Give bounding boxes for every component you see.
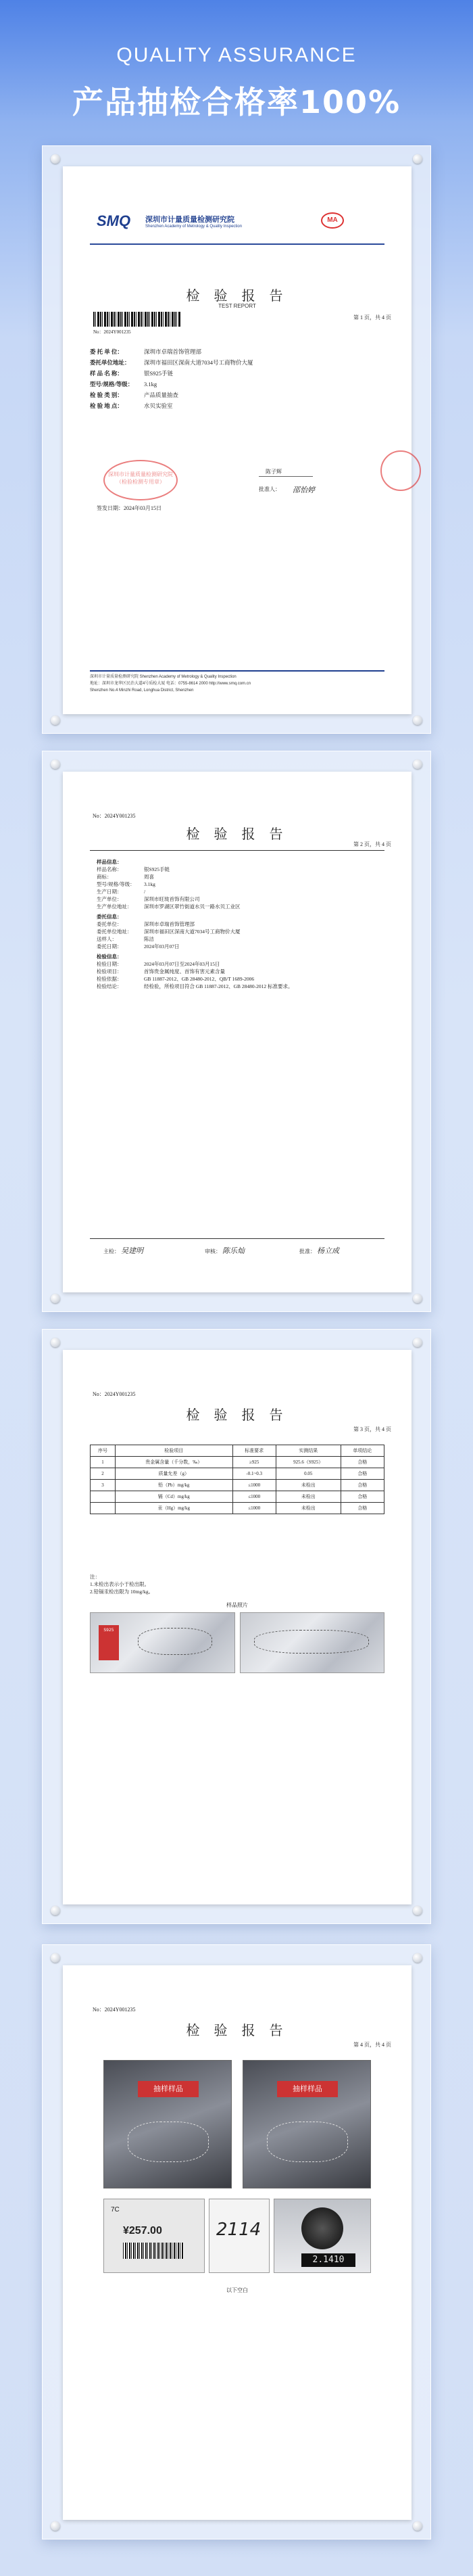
sign-reviewer: 审核： 陈乐灿 xyxy=(205,1247,245,1255)
sample-tag-icon: S925 xyxy=(99,1625,119,1660)
pin-icon xyxy=(51,1953,60,1963)
info-row: 委托单位地址： 深圳市福田区深南大道7034号工商物价大厦 xyxy=(90,359,253,366)
pin-icon xyxy=(413,1294,422,1303)
end-marker: 以下空白 xyxy=(226,2287,248,2293)
approver-label: 批准人： xyxy=(259,486,280,492)
smq-logo: SMQ xyxy=(97,212,131,229)
sample-label: 抽样样品 xyxy=(277,2081,338,2097)
institute-header xyxy=(90,204,384,245)
report-frame-1 xyxy=(42,145,431,734)
sample-label: 抽样样品 xyxy=(138,2081,199,2097)
divider xyxy=(90,1238,384,1239)
signature-line xyxy=(259,476,313,477)
issue-date: 签发日期：2024年03月15日 xyxy=(97,505,161,511)
pin-icon xyxy=(51,1338,60,1347)
scale-pan-icon xyxy=(301,2207,343,2249)
institute-name-en: Shenzhen Academy of Metrology & Quality Inspection xyxy=(145,225,243,229)
report-page-2 xyxy=(63,772,412,1292)
report-page-3 xyxy=(63,1350,412,1904)
bracelet-icon xyxy=(128,2122,209,2162)
tag-price: ¥257.00 xyxy=(123,2225,162,2237)
page-header xyxy=(0,0,473,145)
report-number: No：2024Y001235 xyxy=(93,329,131,335)
pin-icon xyxy=(413,1953,422,1963)
table-row: 汞（Hg）mg/kg ≤1000 未检出 合格 xyxy=(91,1503,384,1514)
barcode-icon xyxy=(123,2243,184,2259)
table-row: 2 质量允差（g） -0.1~0.3 0.05 合格 xyxy=(91,1468,384,1480)
page-number: 第 4 页，共 4 页 xyxy=(353,2042,391,2048)
quality-title: 产品抽检合格率100% xyxy=(72,84,401,120)
sample-bag-photo xyxy=(103,2060,232,2188)
page-number: 第 1 页，共 4 页 xyxy=(353,314,391,321)
approval-block xyxy=(90,464,384,511)
report-title: 检 验 报 告 xyxy=(186,827,289,842)
pin-icon xyxy=(413,154,422,164)
pin-icon xyxy=(51,759,60,769)
report-frame-2 xyxy=(42,751,431,1312)
pin-icon xyxy=(51,1294,60,1303)
page-number: 第 2 页，共 4 页 xyxy=(353,841,391,847)
handwritten-note: 2114 xyxy=(209,2199,270,2273)
institute-name: 深圳市计量质量检测研究院 xyxy=(145,215,234,224)
report-number: No：2024Y001235 xyxy=(93,1391,136,1397)
sample-photo xyxy=(240,1612,384,1673)
info-row: 样 品 名 称： 银S925手链 xyxy=(90,370,173,377)
table-notes: 注： 1.未检出表示小于检出限。 2.铅镉汞检出限为 10mg/kg。 xyxy=(90,1574,154,1595)
results-table xyxy=(90,1445,384,1514)
tag-code: 7C xyxy=(111,2206,120,2214)
report-title: 检 验 报 告 xyxy=(186,2023,289,2038)
divider xyxy=(90,850,384,851)
red-seal-icon xyxy=(380,450,421,491)
bracelet-icon xyxy=(254,1630,369,1654)
price-tag-photo xyxy=(103,2199,205,2273)
pin-icon xyxy=(413,1906,422,1915)
table-row: 镉（Cd）mg/kg ≤1000 未检出 合格 xyxy=(91,1491,384,1503)
scale-photo xyxy=(274,2199,371,2273)
report-title: 检 验 报 告 xyxy=(186,289,289,304)
report-frame-4 xyxy=(42,1944,431,2539)
page-number: 第 3 页，共 4 页 xyxy=(353,1426,391,1432)
sample-photo xyxy=(90,1612,235,1673)
bracelet-icon xyxy=(267,2122,348,2162)
pin-icon xyxy=(413,1338,422,1347)
quality-subtitle: QUALITY ASSURANCE xyxy=(116,44,357,66)
table-header: 序号 检验项目 标准要求 实测结果 单项结论 xyxy=(91,1445,384,1457)
sample-bag-photo xyxy=(243,2060,371,2188)
pin-icon xyxy=(51,154,60,164)
table-row: 3 铅（Pb）mg/kg ≤1000 未检出 合格 xyxy=(91,1480,384,1491)
sign-approver: 批准： 杨立成 xyxy=(299,1247,339,1255)
info-row: 检 验 地 点： 水贝实验室 xyxy=(90,402,173,409)
pin-icon xyxy=(51,1906,60,1915)
seal-name: 陈子辉 xyxy=(266,469,282,475)
bracelet-icon xyxy=(138,1628,212,1655)
report-number: No：2024Y001235 xyxy=(93,2007,136,2013)
barcode-icon xyxy=(93,312,181,327)
info-row: 型号/规格/等级： 3.1kg xyxy=(90,381,157,388)
sample-info: 样品信息： 样品名称： 银S925手链 商标： 周喜 型号/规格/等级： 3.1kg 生产日期： / 生产单位： 深圳市旺珑首饰有限公司 生产单位地址： 深圳市罗湖区翠竹街道水贝一路水贝工业区 委托信息： 委托单位： 深圳市卓瑞首饰管理部 委托单位地址： 深圳市福田区深南大道7034号工商物价大厦 送样人： 陈洁 委托日期： 2024年03月07日 检验信息： 检验日期： 2024年03月07日至2024年03月15日 检验项目： 首饰贵金属纯度、首饰有害元素含量 检验依据： GB 11887-2012、GB 28480-2012、QB/T 1689-2006 检验结论： 经检验，所检项目符合 GB 11887-2012、GB 28480-2012 标准要求。 xyxy=(97,859,293,989)
pin-icon xyxy=(413,759,422,769)
report-frame-3 xyxy=(42,1329,431,1924)
pin-icon xyxy=(413,2521,422,2531)
pin-icon xyxy=(51,2521,60,2531)
report-footer: 深圳市计量质量检测研究院 Shenzhen Academy of Metrology & Quality Inspection 地址：深圳市龙华区民治大道4号质检大厦 电话：0755-8614 2000 http://www.smq.com.cn Shenzhen No.4 Minzhi Road, Longhua District, Shenzhen xyxy=(90,670,384,694)
report-title: 检 验 报 告 xyxy=(186,1408,289,1423)
report-page-1 xyxy=(63,166,412,714)
sign-inspector: 主检： 吴建明 xyxy=(103,1247,143,1255)
info-row: 检 验 类 别： 产品质量抽查 xyxy=(90,392,179,398)
info-row: 委 托 单 位： 深圳市卓瑞首饰管理部 xyxy=(90,348,202,355)
pin-icon xyxy=(51,716,60,725)
report-number: No：2024Y001235 xyxy=(93,813,136,819)
scale-reading: 2.1410 xyxy=(301,2253,355,2267)
table-row: 1 贵金属含量（千分数，‰） ≥925 925.6（S925） 合格 xyxy=(91,1457,384,1468)
pin-icon xyxy=(413,716,422,725)
cma-mark-icon: MA xyxy=(321,212,344,229)
inspection-seal-icon: 深圳市计量质量检测研究院（检验检测专用章） xyxy=(103,460,178,500)
report-title-en: TEST REPORT xyxy=(218,303,256,309)
report-page-4 xyxy=(63,1965,412,2520)
photo-caption: 样品照片 xyxy=(226,1602,248,1608)
approver-signature: 邵怡婷 xyxy=(293,486,315,494)
